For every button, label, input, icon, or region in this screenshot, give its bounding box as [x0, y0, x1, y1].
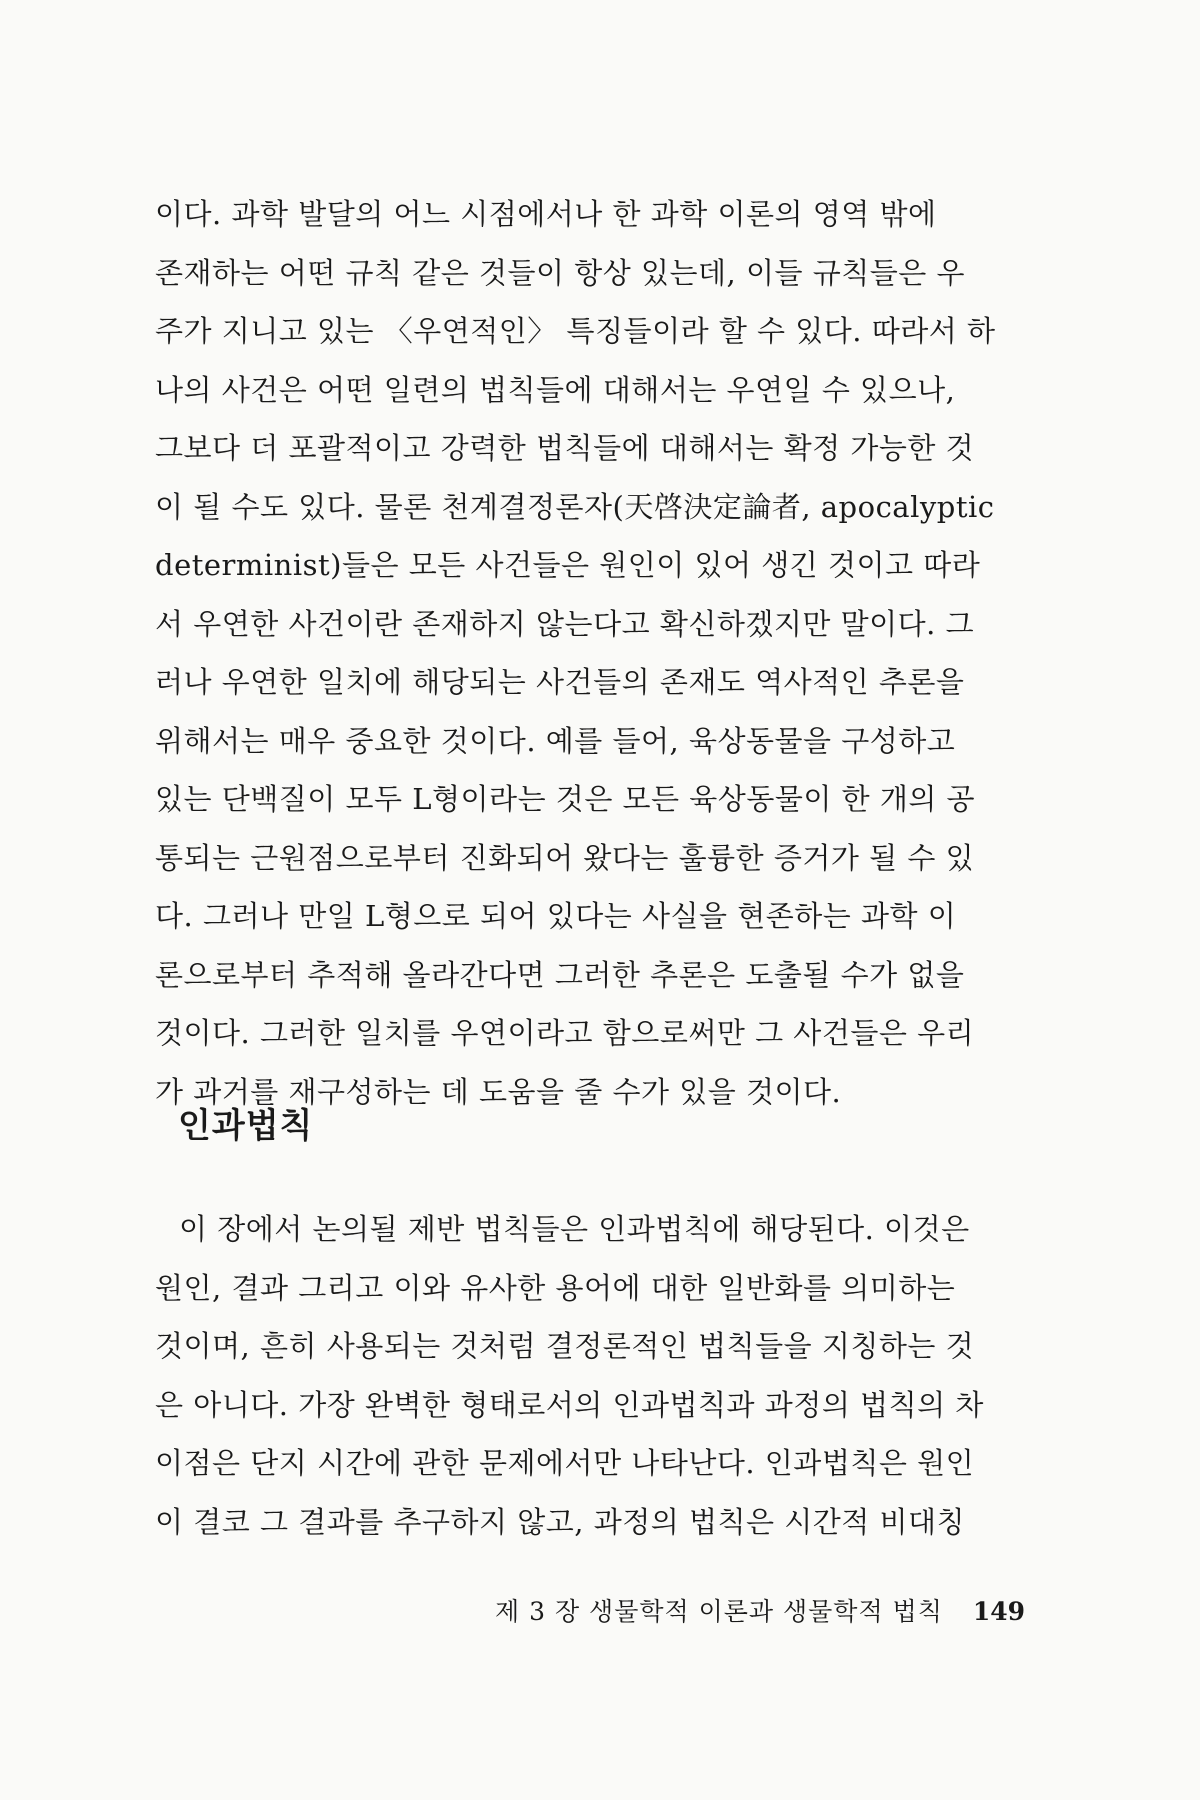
text-line: 이점은 단지 시간에 관한 문제에서만 나타난다. 인과법칙은 원인 [155, 1446, 975, 1480]
text-line: 있는 단백질이 모두 L형이라는 것은 모든 육상동물이 한 개의 공 [155, 782, 976, 816]
text-line: 러나 우연한 일치에 해당되는 사건들의 존재도 역사적인 추론을 [155, 665, 965, 699]
section-heading: 인과법칙 [178, 1106, 314, 1146]
text-line: 이 될 수도 있다. 물론 천계결정론자(天啓決定論者, apocalyptic [155, 489, 995, 524]
text-line: 은 아니다. 가장 완벽한 형태로서의 인과법칙과 과정의 법칙의 차 [155, 1387, 984, 1422]
text-line: 가 과거를 재구성하는 데 도움을 줄 수가 있을 것이다. [155, 1074, 842, 1109]
text-line: 존재하는 어떤 규칙 같은 것들이 항상 있는데, 이들 규칙들은 우 [155, 255, 966, 290]
text-line: 이다. 과학 발달의 어느 시점에서나 한 과학 이론의 영역 밖에 [155, 197, 937, 231]
text-line: 서 우연한 사건이란 존재하지 않는다고 확신하겠지만 말이다. 그 [155, 606, 975, 641]
text-line: 다. 그러나 만일 L형으로 되어 있다는 사실을 현존하는 과학 이 [155, 899, 957, 933]
page-number: 149 [972, 1597, 1025, 1626]
body-paragraph-2 [155, 1200, 1045, 1551]
text-line: 그보다 더 포괄적이고 강력한 법칙들에 대해서는 확정 가능한 것 [155, 431, 975, 465]
text-line: 통되는 근원점으로부터 진화되어 왔다는 훌륭한 증거가 될 수 있 [155, 840, 975, 875]
text-line: 위해서는 매우 중요한 것이다. 예를 들어, 육상동물을 구성하고 [155, 723, 956, 758]
text-line: 주가 지니고 있는 〈우연적인〉 특징들이라 할 수 있다. 따라서 하 [155, 314, 996, 348]
text-line: 나의 사건은 어떤 일련의 법칙들에 대해서는 우연일 수 있으나, [155, 372, 956, 407]
page-footer [495, 1592, 1025, 1628]
body-paragraph-1 [155, 185, 1045, 1121]
text-line: 론으로부터 추적해 올라간다면 그러한 추론은 도출될 수가 없을 [155, 957, 965, 992]
text-line: 원인, 결과 그리고 이와 유사한 용어에 대한 일반화를 의미하는 [155, 1270, 956, 1305]
text-line: 이 결코 그 결과를 추구하지 않고, 과정의 법칙은 시간적 비대칭 [155, 1504, 966, 1539]
text-line: determinist)들은 모든 사건들은 원인이 있어 생긴 것이고 따라 [155, 548, 981, 582]
running-chapter-title: 제 3 장 생물학적 이론과 생물학적 법칙 [495, 1597, 943, 1626]
text-line: 것이다. 그러한 일치를 우연이라고 함으로써만 그 사건들은 우리 [155, 1016, 975, 1050]
text-line: 이 장에서 논의될 제반 법칙들은 인과법칙에 해당된다. 이것은 [179, 1212, 970, 1246]
text-line: 것이며, 흔히 사용되는 것처럼 결정론적인 법칙들을 지칭하는 것 [155, 1329, 975, 1363]
